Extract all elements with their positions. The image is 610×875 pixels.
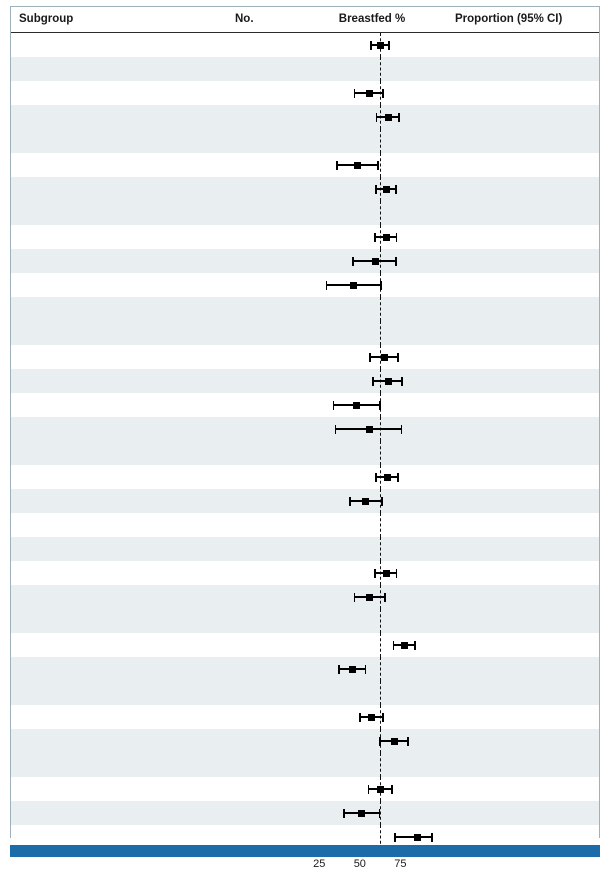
ci-upper-cap (396, 569, 398, 578)
point-estimate-marker (401, 642, 408, 649)
row-proportion-ci (447, 633, 599, 657)
row-plot-cell (297, 129, 447, 153)
row-label (11, 393, 227, 417)
row-plot-cell (297, 537, 447, 561)
axis-tick-label: 25 (313, 858, 325, 870)
row-proportion-ci (447, 705, 599, 729)
row-count (227, 177, 297, 201)
row-label (11, 345, 227, 369)
row-label (11, 177, 227, 201)
row-plot-cell (297, 369, 447, 393)
forest-plot-table (11, 7, 599, 875)
row-proportion-ci (447, 561, 599, 585)
table-row (11, 657, 599, 681)
ci-upper-cap (396, 233, 398, 242)
ci-lower-cap (343, 809, 345, 818)
reference-line (380, 609, 381, 633)
ci-upper-cap (382, 713, 384, 722)
point-estimate-marker (385, 114, 392, 121)
row-label (11, 681, 227, 705)
reference-line (380, 441, 381, 465)
subgroup-header-row (11, 609, 599, 633)
table-row (11, 801, 599, 825)
subgroup-header-row (11, 681, 599, 705)
ci-upper-cap (401, 377, 403, 386)
row-plot-cell (297, 81, 447, 105)
table-row (11, 249, 599, 273)
ci-lower-cap (369, 353, 371, 362)
row-count (227, 489, 297, 513)
ci-upper-cap (388, 41, 390, 50)
table-row (11, 585, 599, 609)
ci-upper-cap (391, 785, 393, 794)
row-label (11, 129, 227, 153)
row-label (11, 489, 227, 513)
column-header-breastfed-pct: Breastfed % (297, 7, 447, 33)
row-count (227, 369, 297, 393)
row-count (227, 537, 297, 561)
row-proportion-ci (447, 321, 599, 345)
row-label (11, 465, 227, 489)
row-proportion-ci (447, 681, 599, 705)
row-plot-cell (297, 777, 447, 801)
ci-upper-cap (379, 401, 381, 410)
ci-lower-cap (336, 161, 338, 170)
table-row (11, 345, 599, 369)
table-row (11, 489, 599, 513)
row-plot-cell (297, 753, 447, 777)
row-plot-cell (297, 345, 447, 369)
row-label (11, 81, 227, 105)
row-proportion-ci (447, 777, 599, 801)
reference-line (380, 633, 381, 657)
table-row (11, 369, 599, 393)
table-row (11, 777, 599, 801)
row-label (11, 585, 227, 609)
row-plot-cell (297, 801, 447, 825)
row-plot-cell (297, 225, 447, 249)
point-estimate-marker (383, 570, 390, 577)
row-label (11, 513, 227, 537)
point-estimate-marker (368, 714, 375, 721)
row-count (227, 153, 297, 177)
row-count (227, 633, 297, 657)
row-count (227, 441, 297, 465)
point-estimate-marker (383, 234, 390, 241)
reference-line (380, 201, 381, 225)
row-proportion-ci (447, 225, 599, 249)
subgroup-header-row (11, 129, 599, 153)
ci-lower-cap (375, 473, 377, 482)
ci-lower-cap (379, 737, 381, 746)
table-row (11, 153, 599, 177)
ci-lower-cap (393, 641, 395, 650)
reference-line (380, 537, 381, 561)
row-proportion-ci (447, 273, 599, 297)
row-label (11, 33, 227, 58)
row-label (11, 561, 227, 585)
row-plot-cell (297, 417, 447, 441)
point-estimate-marker (366, 594, 373, 601)
row-count (227, 273, 297, 297)
row-plot-cell (297, 57, 447, 81)
row-label (11, 57, 227, 81)
ci-lower-cap (394, 833, 396, 842)
row-proportion-ci (447, 297, 599, 321)
row-count (227, 657, 297, 681)
row-label (11, 249, 227, 273)
ci-lower-cap (326, 281, 328, 290)
row-label (11, 657, 227, 681)
point-estimate-marker (349, 666, 356, 673)
row-plot-cell (297, 561, 447, 585)
table-row (11, 513, 599, 537)
row-label (11, 729, 227, 753)
point-estimate-marker (377, 42, 384, 49)
point-estimate-marker (353, 402, 360, 409)
row-count (227, 609, 297, 633)
row-label (11, 201, 227, 225)
row-plot-cell (297, 705, 447, 729)
point-estimate-marker (366, 90, 373, 97)
reference-line (380, 153, 381, 177)
row-label (11, 417, 227, 441)
subgroup-header-row (11, 537, 599, 561)
row-proportion-ci (447, 129, 599, 153)
row-label (11, 633, 227, 657)
column-header-proportion-ci: Proportion (95% CI) (447, 7, 599, 33)
point-estimate-marker (381, 354, 388, 361)
row-count (227, 681, 297, 705)
point-estimate-marker (383, 186, 390, 193)
row-plot-cell (297, 33, 447, 58)
row-count (227, 777, 297, 801)
ci-upper-cap (398, 113, 400, 122)
point-estimate-marker (384, 474, 391, 481)
row-proportion-ci (447, 345, 599, 369)
row-count (227, 225, 297, 249)
row-proportion-ci (447, 801, 599, 825)
row-count (227, 105, 297, 129)
row-proportion-ci (447, 585, 599, 609)
row-label (11, 105, 227, 129)
subgroup-header-row (11, 321, 599, 345)
row-proportion-ci (447, 537, 599, 561)
row-plot-cell (297, 681, 447, 705)
row-count (227, 129, 297, 153)
row-proportion-ci (447, 57, 599, 81)
table-row (11, 105, 599, 129)
row-proportion-ci (447, 753, 599, 777)
reference-line (380, 57, 381, 81)
row-proportion-ci (447, 393, 599, 417)
subgroup-header-row (11, 201, 599, 225)
ci-lower-cap (335, 425, 337, 434)
ci-upper-cap (382, 89, 384, 98)
row-proportion-ci (447, 609, 599, 633)
table-row (11, 33, 599, 58)
row-count (227, 753, 297, 777)
row-proportion-ci (447, 201, 599, 225)
point-estimate-marker (354, 162, 361, 169)
table-row (11, 177, 599, 201)
ci-lower-cap (368, 785, 370, 794)
reference-line (380, 681, 381, 705)
subgroup-header-row (11, 441, 599, 465)
row-count (227, 729, 297, 753)
row-label (11, 777, 227, 801)
ci-upper-cap (380, 281, 382, 290)
row-plot-cell (297, 249, 447, 273)
subgroup-header-row (11, 57, 599, 81)
bottom-accent-bar (10, 845, 600, 857)
row-count (227, 393, 297, 417)
ci-upper-cap (397, 473, 399, 482)
table-row (11, 633, 599, 657)
row-label (11, 705, 227, 729)
ci-upper-cap (431, 833, 433, 842)
row-plot-cell (297, 585, 447, 609)
reference-line (380, 321, 381, 345)
row-plot-cell (297, 177, 447, 201)
ci-upper-cap (379, 809, 381, 818)
table-body (11, 33, 599, 875)
row-proportion-ci (447, 177, 599, 201)
row-plot-cell (297, 729, 447, 753)
ci-upper-cap (384, 593, 386, 602)
table-row (11, 705, 599, 729)
row-plot-cell (297, 201, 447, 225)
row-proportion-ci (447, 441, 599, 465)
row-count (227, 201, 297, 225)
ci-lower-cap (372, 377, 374, 386)
row-plot-cell (297, 105, 447, 129)
reference-line (380, 129, 381, 153)
row-proportion-ci (447, 513, 599, 537)
row-proportion-ci (447, 33, 599, 58)
row-proportion-ci (447, 489, 599, 513)
row-count (227, 513, 297, 537)
row-count (227, 561, 297, 585)
point-estimate-marker (358, 810, 365, 817)
row-count (227, 465, 297, 489)
ci-lower-cap (354, 89, 356, 98)
row-proportion-ci (447, 729, 599, 753)
table-row (11, 393, 599, 417)
axis-tick-label: 75 (394, 858, 406, 870)
ci-lower-cap (374, 569, 376, 578)
row-label (11, 153, 227, 177)
row-plot-cell (297, 321, 447, 345)
row-label (11, 297, 227, 321)
row-plot-cell (297, 657, 447, 681)
column-header-no: No. (227, 7, 297, 33)
point-estimate-marker (366, 426, 373, 433)
reference-line (380, 801, 381, 825)
table-row (11, 561, 599, 585)
axis-tick-label: 50 (354, 858, 366, 870)
row-plot-cell (297, 465, 447, 489)
ci-lower-cap (374, 233, 376, 242)
row-plot-cell (297, 441, 447, 465)
row-plot-cell (297, 273, 447, 297)
ci-lower-cap (370, 41, 372, 50)
row-proportion-ci (447, 81, 599, 105)
row-plot-cell (297, 393, 447, 417)
ci-lower-cap (375, 185, 377, 194)
row-proportion-ci (447, 657, 599, 681)
row-plot-cell (297, 489, 447, 513)
reference-line (380, 513, 381, 537)
table-row (11, 225, 599, 249)
table-row (11, 297, 599, 321)
row-label (11, 441, 227, 465)
ci-upper-cap (395, 257, 397, 266)
row-label (11, 801, 227, 825)
ci-lower-cap (349, 497, 351, 506)
ci-upper-cap (401, 425, 403, 434)
row-count (227, 81, 297, 105)
row-count (227, 57, 297, 81)
row-count (227, 705, 297, 729)
column-header-subgroup: Subgroup (11, 7, 227, 33)
row-count (227, 297, 297, 321)
table-header (11, 7, 599, 33)
point-estimate-marker (385, 378, 392, 385)
row-label (11, 225, 227, 249)
point-estimate-marker (414, 834, 421, 841)
reference-line (380, 297, 381, 321)
ci-upper-cap (397, 353, 399, 362)
ci-lower-cap (352, 257, 354, 266)
row-proportion-ci (447, 153, 599, 177)
row-label (11, 369, 227, 393)
row-label (11, 753, 227, 777)
row-label (11, 273, 227, 297)
point-estimate-marker (372, 258, 379, 265)
row-label (11, 537, 227, 561)
row-count (227, 585, 297, 609)
ci-lower-cap (338, 665, 340, 674)
row-plot-cell (297, 297, 447, 321)
point-estimate-marker (391, 738, 398, 745)
row-count (227, 801, 297, 825)
reference-line (380, 657, 381, 681)
table-row (11, 81, 599, 105)
ci-upper-cap (377, 161, 379, 170)
subgroup-header-row (11, 753, 599, 777)
table-row (11, 417, 599, 441)
row-proportion-ci (447, 105, 599, 129)
row-plot-cell (297, 609, 447, 633)
row-label (11, 609, 227, 633)
row-proportion-ci (447, 249, 599, 273)
ci-upper-cap (395, 185, 397, 194)
ci-lower-cap (354, 593, 356, 602)
row-plot-cell (297, 513, 447, 537)
ci-lower-cap (333, 401, 335, 410)
row-count (227, 345, 297, 369)
reference-line (380, 753, 381, 777)
row-count (227, 249, 297, 273)
row-proportion-ci (447, 417, 599, 441)
row-plot-cell (297, 633, 447, 657)
row-count (227, 33, 297, 58)
ci-lower-cap (376, 113, 378, 122)
ci-upper-cap (414, 641, 416, 650)
row-proportion-ci (447, 369, 599, 393)
row-plot-cell (297, 153, 447, 177)
row-count (227, 321, 297, 345)
table-row (11, 729, 599, 753)
point-estimate-marker (362, 498, 369, 505)
ci-upper-cap (381, 497, 383, 506)
row-label (11, 321, 227, 345)
row-count (227, 417, 297, 441)
ci-upper-cap (365, 665, 367, 674)
ci-lower-cap (359, 713, 361, 722)
point-estimate-marker (350, 282, 357, 289)
table-row (11, 465, 599, 489)
ci-upper-cap (407, 737, 409, 746)
row-proportion-ci (447, 465, 599, 489)
point-estimate-marker (377, 786, 384, 793)
table-row (11, 273, 599, 297)
